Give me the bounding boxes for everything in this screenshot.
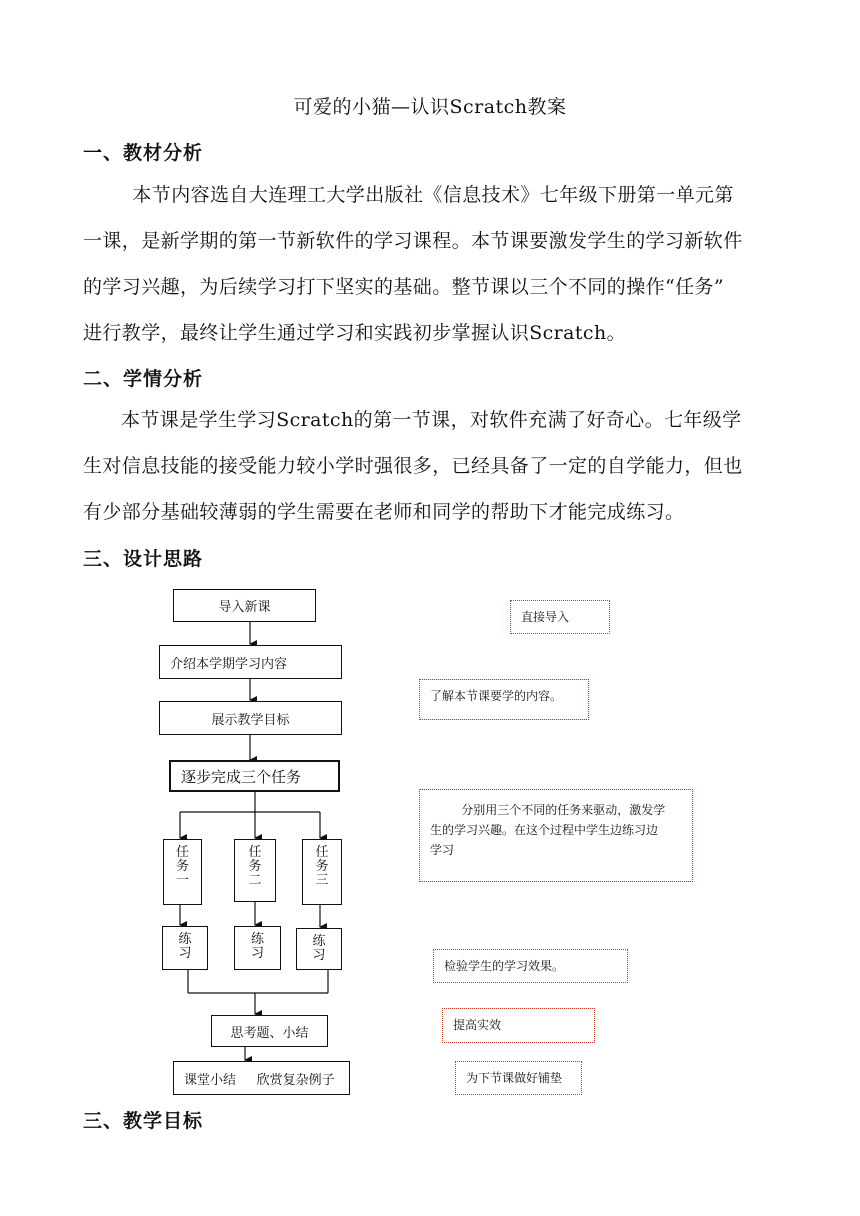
char: 练	[250, 932, 264, 947]
char: 习	[312, 948, 326, 963]
note-direct-intro: 直接导入	[510, 600, 610, 634]
char: 习	[250, 946, 264, 961]
note-task-driven	[419, 789, 693, 882]
document-title: 可爱的小猫—认识Scratch教案	[293, 96, 567, 118]
para-line: 有少部分基础较薄弱的学生需要在老师和同学的帮助下才能完成练习。	[83, 501, 685, 523]
char: 练	[312, 934, 326, 949]
flow-box-practice-1	[162, 926, 208, 970]
section-heading-objectives: 三、教学目标	[83, 1110, 204, 1132]
note-next-lesson: 为下节课做好铺垫	[455, 1061, 582, 1095]
char: 务	[175, 859, 189, 874]
flow-box-practice-3	[296, 928, 342, 970]
note-line: 学习	[430, 843, 455, 857]
flow-box-task-3	[302, 839, 342, 905]
char: 务	[315, 859, 329, 874]
flow-box-task-1	[163, 839, 202, 905]
note-line: 分别用三个不同的任务来驱动，激发学	[461, 803, 666, 817]
para-line: 的学习兴趣，为后续学习打下坚实的基础。整节课以三个不同的操作“任务”	[83, 276, 725, 298]
note-improve: 提高实效	[442, 1008, 595, 1043]
para-line: 本节内容选自大连理工大学出版社《信息技术》七年级下册第一单元第	[132, 184, 734, 206]
flow-box-semester: 介绍本学期学习内容	[159, 645, 342, 679]
section-heading-materials: 一、教材分析	[83, 142, 204, 164]
section-heading-design: 三、设计思路	[83, 548, 204, 570]
char: 任	[175, 845, 189, 860]
flow-box-intro: 导入新课	[173, 589, 316, 622]
char: 任	[315, 845, 329, 860]
para-line: 生对信息技能的接受能力较小学时强很多，已经具备了一定的自学能力，但也	[83, 455, 743, 477]
char: 练	[178, 932, 192, 947]
char: 二	[248, 873, 262, 888]
flow-box-task-2	[234, 839, 276, 902]
char: 务	[248, 859, 262, 874]
note-understand-content: 了解本节课要学的内容。	[419, 679, 589, 720]
note-check-effect: 检验学生的学习效果。	[433, 949, 628, 983]
char: 一	[175, 873, 189, 888]
char: 习	[178, 946, 192, 961]
flow-box-goals: 展示教学目标	[159, 701, 342, 735]
flow-box-summary: 思考题、小结	[211, 1015, 328, 1047]
flow-box-practice-2	[234, 926, 281, 970]
char: 任	[248, 845, 262, 860]
note-line: 生的学习兴趣。在这个过程中学生边练习边	[430, 823, 659, 837]
flow-box-final: 课堂小结 欣赏复杂例子	[173, 1061, 350, 1095]
flow-box-tasks: 逐步完成三个任务	[169, 760, 340, 792]
section-heading-learners: 二、学情分析	[83, 368, 204, 390]
para-line: 进行教学，最终让学生通过学习和实践初步掌握认识Scratch。	[83, 322, 626, 344]
char: 三	[315, 873, 329, 888]
para-line: 本节课是学生学习Scratch的第一节课，对软件充满了好奇心。七年级学	[121, 409, 742, 431]
para-line: 一课，是新学期的第一节新软件的学习课程。本节课要激发学生的学习新软件	[83, 230, 743, 252]
